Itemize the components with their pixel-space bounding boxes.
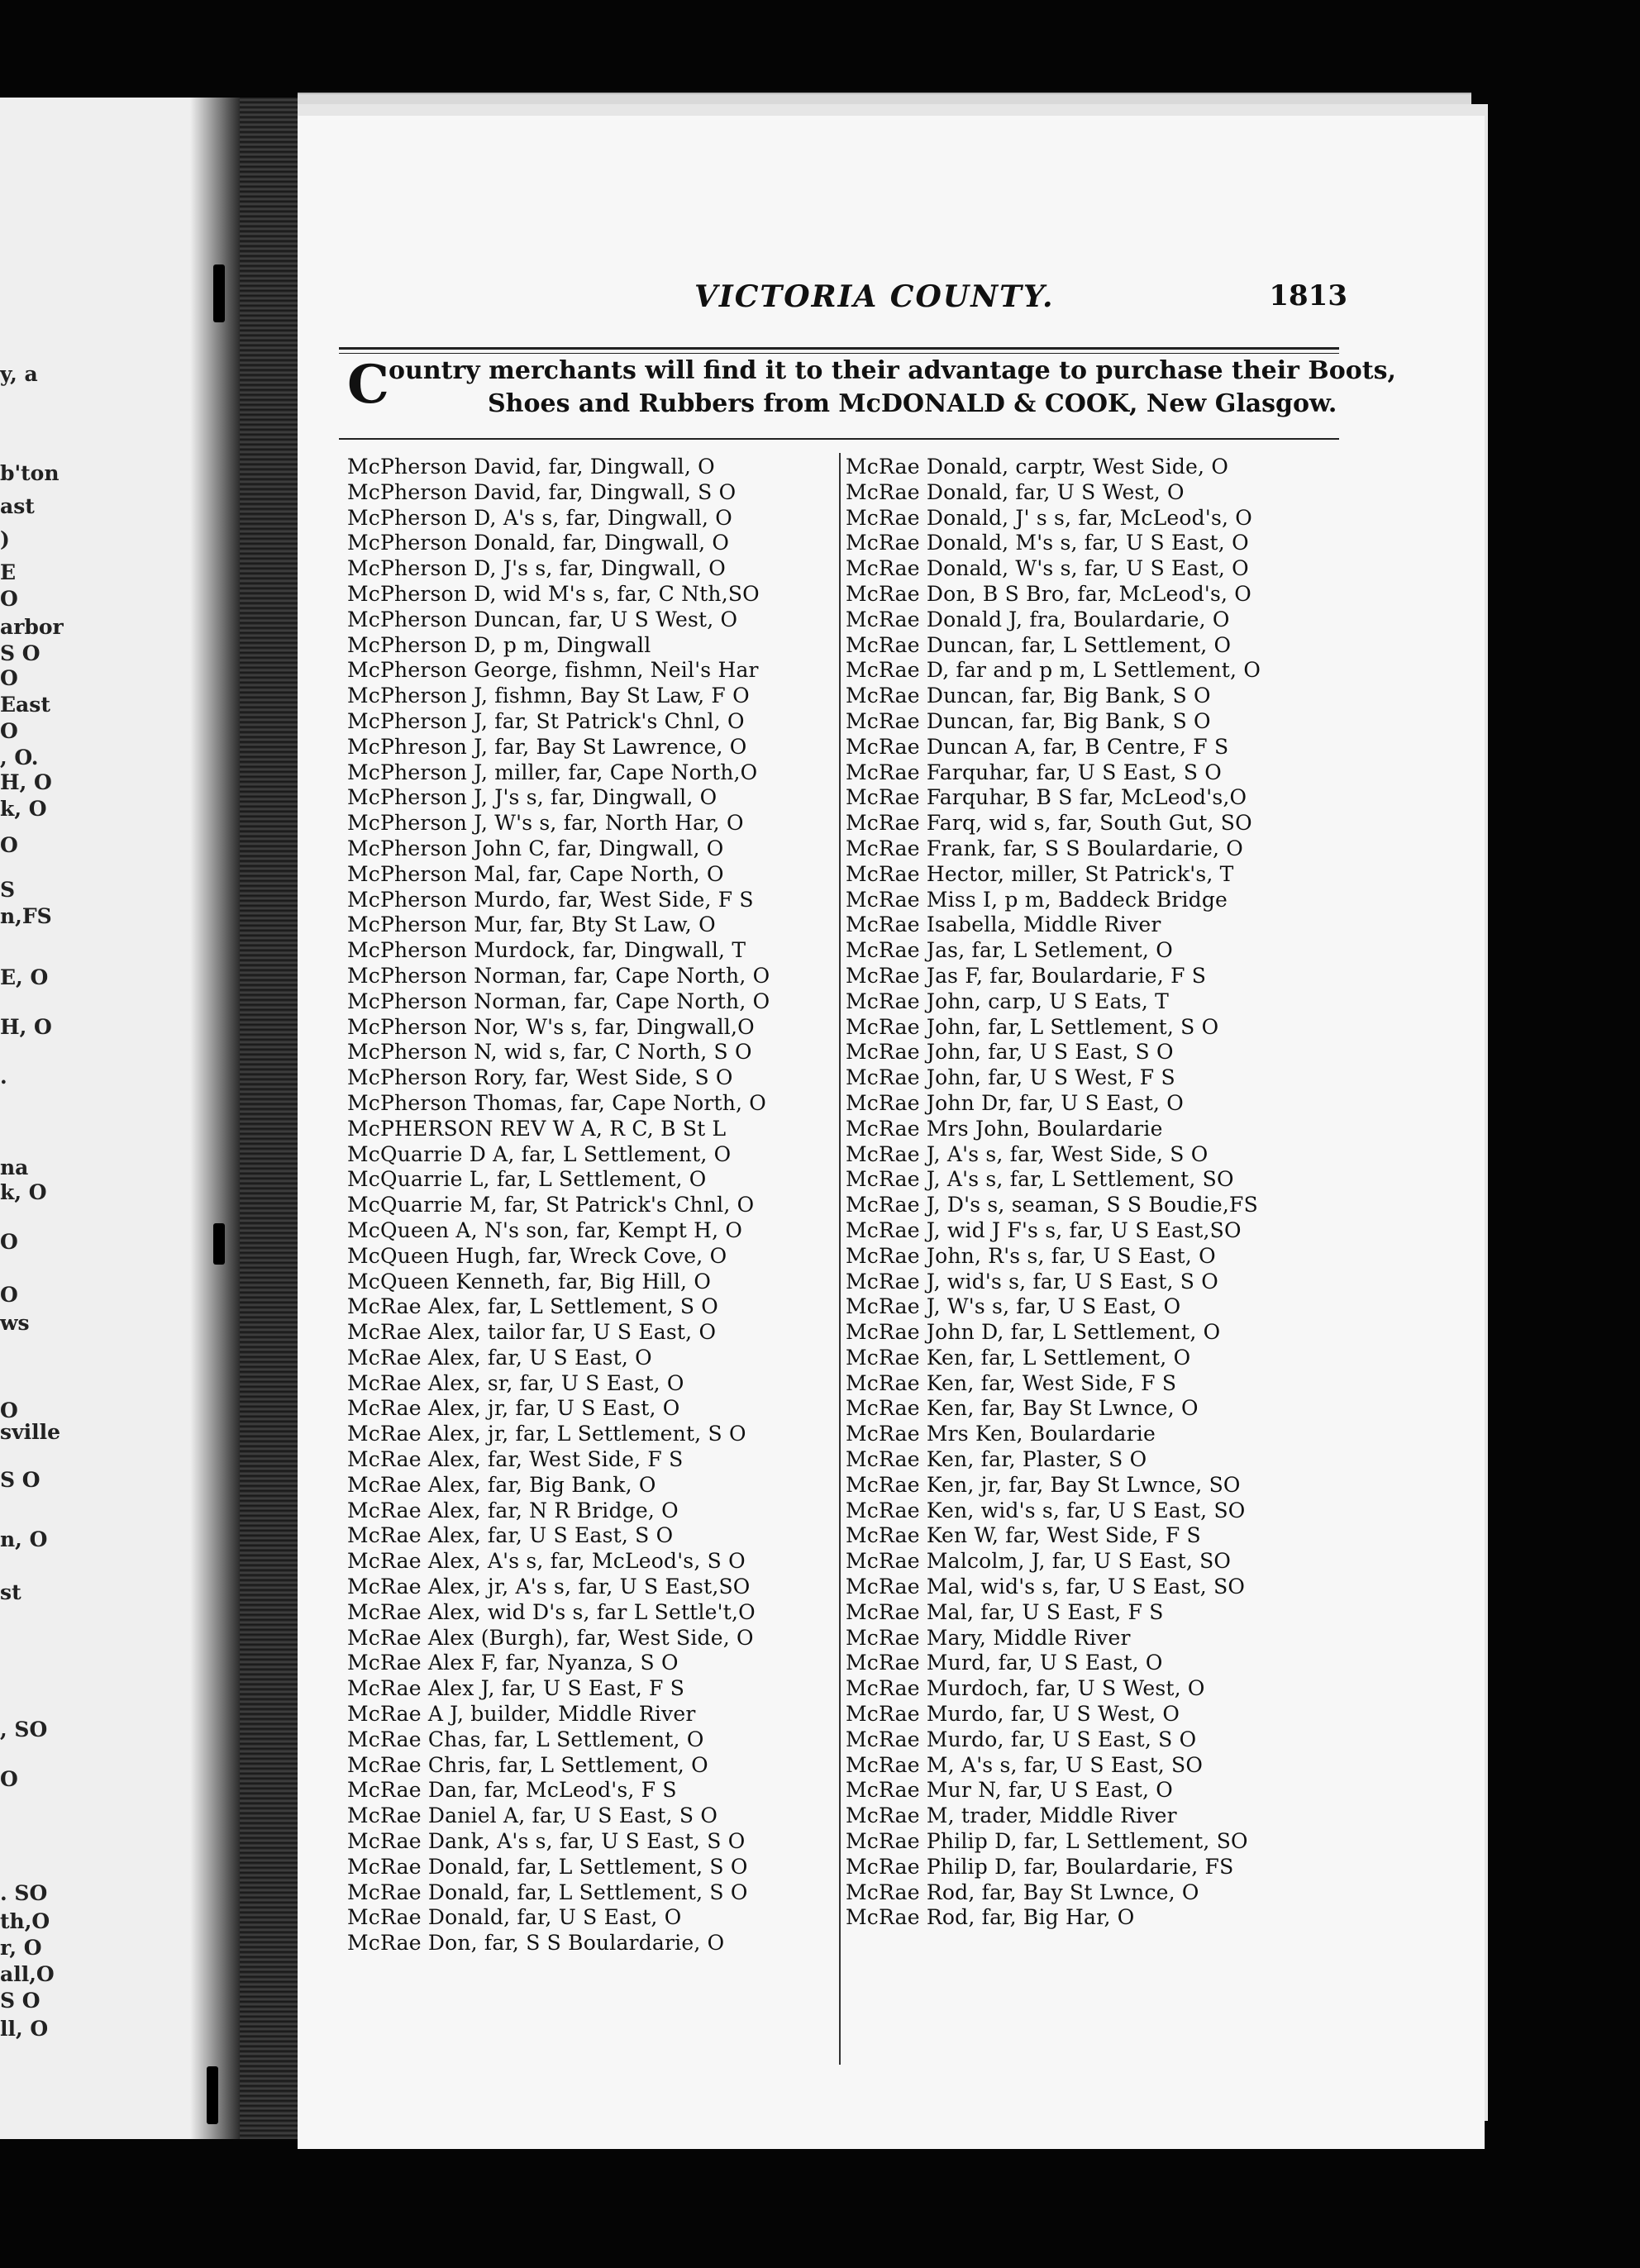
directory-column-right [846,455,1342,2066]
directory-entry: McRae A J, builder, Middle River [347,1702,696,1727]
binding-thread-mark [213,264,225,322]
directory-entry: McPherson Nor, W's s, far, Dingwall,O [347,1014,755,1039]
left-page-text-fragment: ast [0,494,35,518]
directory-entry: McPherson Donald, far, Dingwall, O [347,531,730,555]
directory-entry: McRae Daniel A, far, U S East, S O [347,1803,718,1828]
directory-entry: McRae Donald, far, L Settlement, S O [347,1880,748,1904]
directory-entry: McQueen A, N's son, far, Kempt H, O [347,1217,743,1242]
directory-entry: McRae John, far, U S East, S O [846,1040,1174,1065]
directory-entry: McPherson John C, far, Dingwall, O [347,836,724,860]
left-page-text-fragment: S [0,878,16,902]
directory-entry: McQuarrie L, far, L Settlement, O [347,1167,707,1192]
directory-entry: McRae Ken, wid's s, far, U S East, SO [846,1498,1246,1522]
advertisement-banner [347,354,1396,438]
directory-entry: McRae Alex, jr, far, L Settlement, S O [347,1422,746,1446]
book-gutter [240,98,298,2139]
left-page-text-fragment: O [0,587,18,611]
left-page-text-fragment: . [0,1065,7,1089]
directory-entry: McPherson D, J's s, far, Dingwall, O [347,556,726,581]
directory-entry: McQuarrie D A, far, L Settlement, O [347,1141,732,1166]
left-page-text-fragment: East [0,693,50,717]
page-header [347,279,1347,326]
directory-entry: McRae Donald J, fra, Boulardarie, O [846,607,1230,631]
directory-entry: McRae J, A's s, far, L Settlement, SO [846,1167,1234,1192]
directory-column-left [347,455,835,2066]
directory-entry: McRae Ken, far, Plaster, S O [846,1447,1147,1472]
directory-entry: McRae Murdo, far, U S West, O [846,1702,1180,1727]
directory-entry: McRae Alex (Burgh), far, West Side, O [347,1625,754,1650]
directory-entry: McPherson N, wid s, far, C North, S O [347,1040,752,1065]
directory-entry: McQueen Kenneth, far, Big Hill, O [347,1269,712,1294]
directory-entry: McRae Murd, far, U S East, O [846,1651,1163,1675]
directory-entry: McRae Miss I, p m, Baddeck Bridge [846,887,1228,912]
left-page-text-fragment: na [0,1155,29,1179]
directory-entry: McRae Philip D, far, Boulardarie, FS [846,1854,1234,1879]
header-rule [339,353,1339,354]
left-page-text-fragment: arbor [0,615,64,639]
directory-entry: McRae Ken W, far, West Side, F S [846,1523,1201,1548]
left-page-text-fragment: ll, O [0,2017,49,2041]
directory-entry: McRae John, far, L Settlement, S O [846,1014,1219,1039]
directory-entry: McPherson J, W's s, far, North Har, O [347,811,744,836]
directory-entry: McRae Frank, far, S S Boulardarie, O [846,836,1244,860]
left-page-text-fragment: S O [0,641,41,665]
directory-entry: McRae Murdo, far, U S East, S O [846,1727,1197,1751]
directory-entry: McRae Don, far, S S Boulardarie, O [347,1931,725,1956]
binding-thread-mark [207,2066,218,2124]
directory-entry: McPherson Rory, far, West Side, S O [347,1065,733,1090]
directory-entry: McRae Donald, far, L Settlement, S O [347,1854,748,1879]
directory-entry: McPherson David, far, Dingwall, S O [347,479,737,504]
directory-entry: McRae Jas F, far, Boulardarie, F S [846,963,1207,988]
directory-entry: McRae Hector, miller, St Patrick's, T [846,861,1234,886]
directory-entry: McRae J, wid's s, far, U S East, S O [846,1269,1218,1294]
left-page-text-fragment: H, O [0,770,52,794]
left-page-text-fragment: b'ton [0,461,60,485]
directory-entry: McRae Alex, jr, A's s, far, U S East,SO [347,1575,751,1599]
directory-entry: McPHERSON REV W A, R C, B St L [347,1116,727,1141]
directory-entry: McRae Mrs Ken, Boulardarie [846,1422,1156,1446]
directory-entry: McPherson D, p m, Dingwall [347,632,651,657]
left-page-text-fragment: S O [0,1989,41,2013]
directory-entry: McRae Alex, far, West Side, F S [347,1447,684,1472]
directory-entry: McRae Alex, far, L Settlement, S O [347,1294,718,1319]
directory-entry: McRae J, W's s, far, U S East, O [846,1294,1181,1319]
left-page-text-fragment: E, O [0,965,49,989]
left-page-text-fragment: O [0,1398,18,1422]
directory-entry: McRae Alex, far, N R Bridge, O [347,1498,679,1522]
left-page-text-fragment: O [0,1767,18,1791]
directory-entry: McRae Donald, far, U S East, O [347,1905,682,1930]
left-page-text-fragment: . SO [0,1881,48,1905]
directory-entry: McRae M, A's s, far, U S East, SO [846,1752,1204,1777]
directory-entry: McRae Farq, wid s, far, South Gut, SO [846,811,1252,836]
directory-entry: McRae Alex, sr, far, U S East, O [347,1370,684,1395]
left-page-text-fragment: st [0,1580,21,1604]
left-page-text-fragment: sville [0,1420,60,1444]
directory-entry: McPherson Norman, far, Cape North, O [347,963,770,988]
directory-entry: McPherson George, fishmn, Neil's Har [347,658,759,683]
directory-entry: McRae Malcolm, J, far, U S East, SO [846,1549,1232,1574]
directory-entry: McRae Farquhar, B S far, McLeod's,O [846,785,1247,810]
left-page-text-fragment: H, O [0,1015,52,1039]
directory-entry: McRae Alex, far, U S East, S O [347,1523,674,1548]
page-number: 1813 [1269,279,1347,312]
left-page [0,98,240,2139]
directory-entry: McRae Mur N, far, U S East, O [846,1778,1173,1803]
directory-entry: McPherson Mal, far, Cape North, O [347,861,724,886]
directory-entry: McRae J, wid J F's s, far, U S East,SO [846,1217,1242,1242]
left-page-text-fragment: S O [0,1468,41,1492]
directory-entry: McPherson Murdock, far, Dingwall, T [347,938,746,963]
directory-entry: McQuarrie M, far, St Patrick's Chnl, O [347,1193,755,1217]
advertisement-line: Shoes and Rubbers from McDONALD & COOK, New Glasgow. [488,389,1337,418]
directory-entry: McRae Ken, jr, far, Bay St Lwnce, SO [846,1472,1241,1497]
directory-entry: McPherson D, A's s, far, Dingwall, O [347,505,732,530]
directory-entry: McRae J, D's s, seaman, S S Boudie,FS [846,1193,1258,1217]
directory-entry: McRae Donald, M's s, far, U S East, O [846,531,1249,555]
directory-entry: McRae Rod, far, Bay St Lwnce, O [846,1880,1199,1904]
directory-entry: McRae Rod, far, Big Har, O [846,1905,1135,1930]
directory-entry: McRae Alex, far, Big Bank, O [347,1472,656,1497]
running-title: VICTORIA COUNTY. [694,279,1055,314]
directory-entry: McPherson David, far, Dingwall, O [347,455,715,479]
column-divider [839,453,841,2065]
directory-entry: McRae John, R's s, far, U S East, O [846,1243,1216,1268]
directory-entry: McRae Farquhar, far, U S East, S O [846,760,1222,784]
directory-entry: McRae Ken, far, West Side, F S [846,1370,1177,1395]
left-page-text-fragment: n,FS [0,904,52,928]
directory-entry: McPherson J, J's s, far, Dingwall, O [347,785,718,810]
left-page-text-fragment: O [0,666,18,690]
left-page-text-fragment: ws [0,1311,30,1335]
directory-entry: McPherson Mur, far, Bty St Law, O [347,912,716,937]
directory-entry: McRae Duncan, far, Big Bank, S O [846,708,1211,733]
directory-entry: McRae Donald, W's s, far, U S East, O [846,556,1249,581]
directory-entry: McRae John, carp, U S Eats, T [846,989,1170,1013]
left-page-text-fragment: k, O [0,797,47,821]
directory-entry: McPherson J, fishmn, Bay St Law, F O [347,684,750,708]
left-page-text-fragment: , SO [0,1718,48,1742]
directory-entry: McRae Chas, far, L Settlement, O [347,1727,704,1751]
left-page-text-fragment: n, O [0,1527,48,1551]
left-page-text-fragment: ) [0,527,10,551]
directory-entry: McPherson J, miller, far, Cape North,O [347,760,758,784]
directory-entry: McRae Alex, A's s, far, McLeod's, S O [347,1549,746,1574]
directory-entry: McQueen Hugh, far, Wreck Cove, O [347,1243,727,1268]
directory-entry: McRae Mrs John, Boulardarie [846,1116,1163,1141]
directory-entry: McRae John, far, U S West, F S [846,1065,1175,1090]
left-page-text-fragment: O [0,1283,18,1307]
left-page-text-fragment: th,O [0,1909,50,1933]
directory-entry: McRae Don, B S Bro, far, McLeod's, O [846,581,1251,606]
left-page-text-fragment: all,O [0,1962,55,1986]
directory-entry: McRae Jas, far, L Setlement, O [846,938,1173,963]
left-page-text-fragment: E [0,560,17,584]
directory-entry: McPherson Thomas, far, Cape North, O [347,1090,767,1115]
directory-entry: McRae Alex, wid D's s, far L Settle't,O [347,1599,756,1624]
directory-entry: McRae Duncan, far, L Settlement, O [846,632,1232,657]
directory-entry: McRae Philip D, far, L Settlement, SO [846,1829,1248,1854]
directory-entry: McPherson Duncan, far, U S West, O [347,607,738,631]
directory-entry: McPherson Murdo, far, West Side, F S [347,887,754,912]
left-page-text-fragment: O [0,833,18,857]
directory-entry: McRae Mal, wid's s, far, U S East, SO [846,1575,1246,1599]
left-page-text-fragment: r, O [0,1936,42,1960]
directory-entry: McRae Chris, far, L Settlement, O [347,1752,708,1777]
left-page-text-fragment: O [0,1230,18,1254]
advertisement-rule [339,438,1339,440]
directory-entry: McRae Dan, far, McLeod's, F S [347,1778,677,1803]
directory-entry: McRae D, far and p m, L Settlement, O [846,658,1261,683]
directory-entry: McRae Duncan A, far, B Centre, F S [846,734,1229,759]
directory-entry: McRae Alex, jr, far, U S East, O [347,1396,680,1421]
directory-entry: McRae John D, far, L Settlement, O [846,1320,1221,1345]
directory-entry: McRae Alex, far, U S East, O [347,1345,652,1370]
directory-entry: McRae Donald, carptr, West Side, O [846,455,1229,479]
directory-entry: McRae Ken, far, Bay St Lwnce, O [846,1396,1199,1421]
directory-entry: McRae John Dr, far, U S East, O [846,1090,1184,1115]
directory-entry: McRae Alex F, far, Nyanza, S O [347,1651,679,1675]
directory-entry: McPhreson J, far, Bay St Lawrence, O [347,734,747,759]
left-page-text-fragment: O [0,719,18,743]
left-page-text-fragment: , O. [0,746,39,770]
directory-entry: McRae Alex J, far, U S East, F S [347,1676,685,1701]
directory-entry: McPherson Norman, far, Cape North, O [347,989,770,1013]
directory-entry: McRae Donald, J' s s, far, McLeod's, O [846,505,1252,530]
directory-entry: McRae Dank, A's s, far, U S East, S O [347,1829,746,1854]
directory-entry: McRae Isabella, Middle River [846,912,1161,937]
directory-entry: McRae Murdoch, far, U S West, O [846,1676,1205,1701]
directory-entry: McPherson D, wid M's s, far, C Nth,SO [347,581,760,606]
directory-entry: McRae Mary, Middle River [846,1625,1131,1650]
directory-entry: McRae Alex, tailor far, U S East, O [347,1320,717,1345]
directory-entry: McRae Mal, far, U S East, F S [846,1599,1164,1624]
directory-entry: McRae J, A's s, far, West Side, S O [846,1141,1209,1166]
directory-entry: McRae Duncan, far, Big Bank, S O [846,684,1211,708]
drop-cap: C [347,354,389,416]
directory-entry: McRae Donald, far, U S West, O [846,479,1185,504]
left-page-text-fragment: y, a [0,362,38,386]
left-page-text-fragment: k, O [0,1180,47,1204]
directory-entry: McPherson J, far, St Patrick's Chnl, O [347,708,745,733]
directory-entry: McRae Ken, far, L Settlement, O [846,1345,1191,1370]
header-rule [339,347,1339,350]
binding-thread-mark [213,1223,225,1265]
directory-entry: McRae M, trader, Middle River [846,1803,1177,1828]
advertisement-line: ountry merchants will find it to their advantage to purchase their Boots, [389,356,1396,385]
